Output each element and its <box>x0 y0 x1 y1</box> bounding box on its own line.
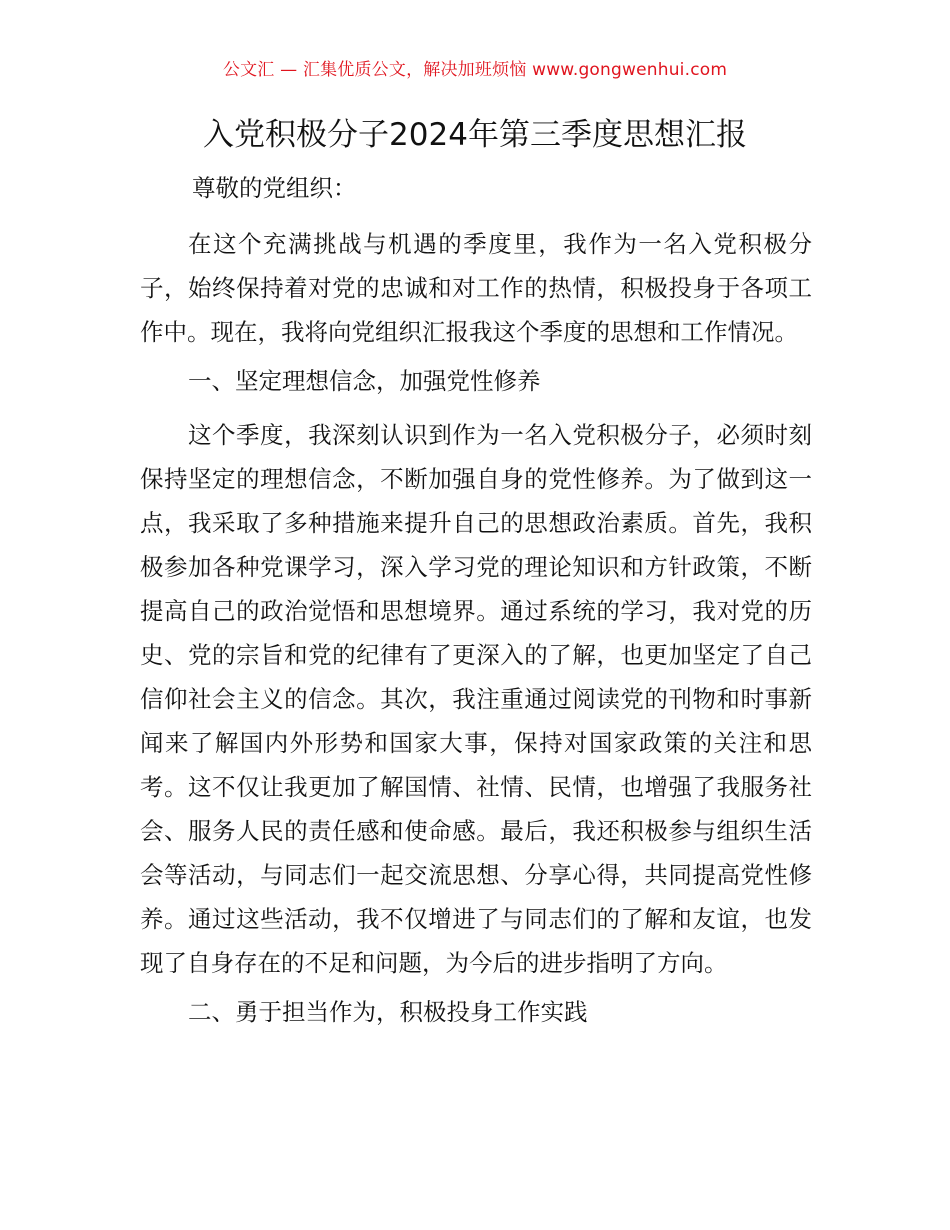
page-bottom-margin <box>0 1130 950 1230</box>
section-heading-1: 一、坚定理想信念，加强党性修养 <box>188 367 541 395</box>
intro-paragraph: 在这个充满挑战与机遇的季度里，我作为一名入党积极分子，始终保持着对党的忠诚和对工作的热情，积极投身于各项工作中。现在，我将向党组织汇报我这个季度的思想和工作情况。 <box>140 230 812 346</box>
document-title: 入党积极分子2024年第三季度思想汇报 <box>203 117 747 153</box>
section-heading-2: 二、勇于担当作为，积极投身工作实践 <box>188 998 588 1026</box>
salutation: 尊敬的党组织： <box>192 174 357 202</box>
site-banner: 公文汇 — 汇集优质公文，解决加班烦恼 www.gongwenhui.com <box>222 60 728 80</box>
document-body <box>140 222 812 1034</box>
section-1-paragraph: 这个季度，我深刻认识到作为一名入党积极分子，必须时刻保持坚定的理想信念，不断加强自身的党性修养。为了做到这一点，我采取了多种措施来提升自己的思想政治素质。首先，我积极参加各种党课学习，深入学习党的理论知识和方针政策，不断提高自己的政治觉悟和思想境界。通过系统的学习，我对党的历史、党的宗旨和党的纪律有了更深入的了解，也更加坚定了自己信仰社会主义的信念。其次，我注重通过阅读党的刊物和时事新闻来了解国内外形势和国家大事，保持对国家政策的关注和思考。这不仅让我更加了解国情、社情、民情，也增强了我服务社会、服务人民的责任感和使命感。最后，我还积极参与组织生活会等活动，与同志们一起交流思想、分享心得，共同提高党性修养。通过这些活动，我不仅增进了与同志们的了解和友谊，也发现了自身存在的不足和问题，为今后的进步指明了方向。 <box>140 421 812 977</box>
